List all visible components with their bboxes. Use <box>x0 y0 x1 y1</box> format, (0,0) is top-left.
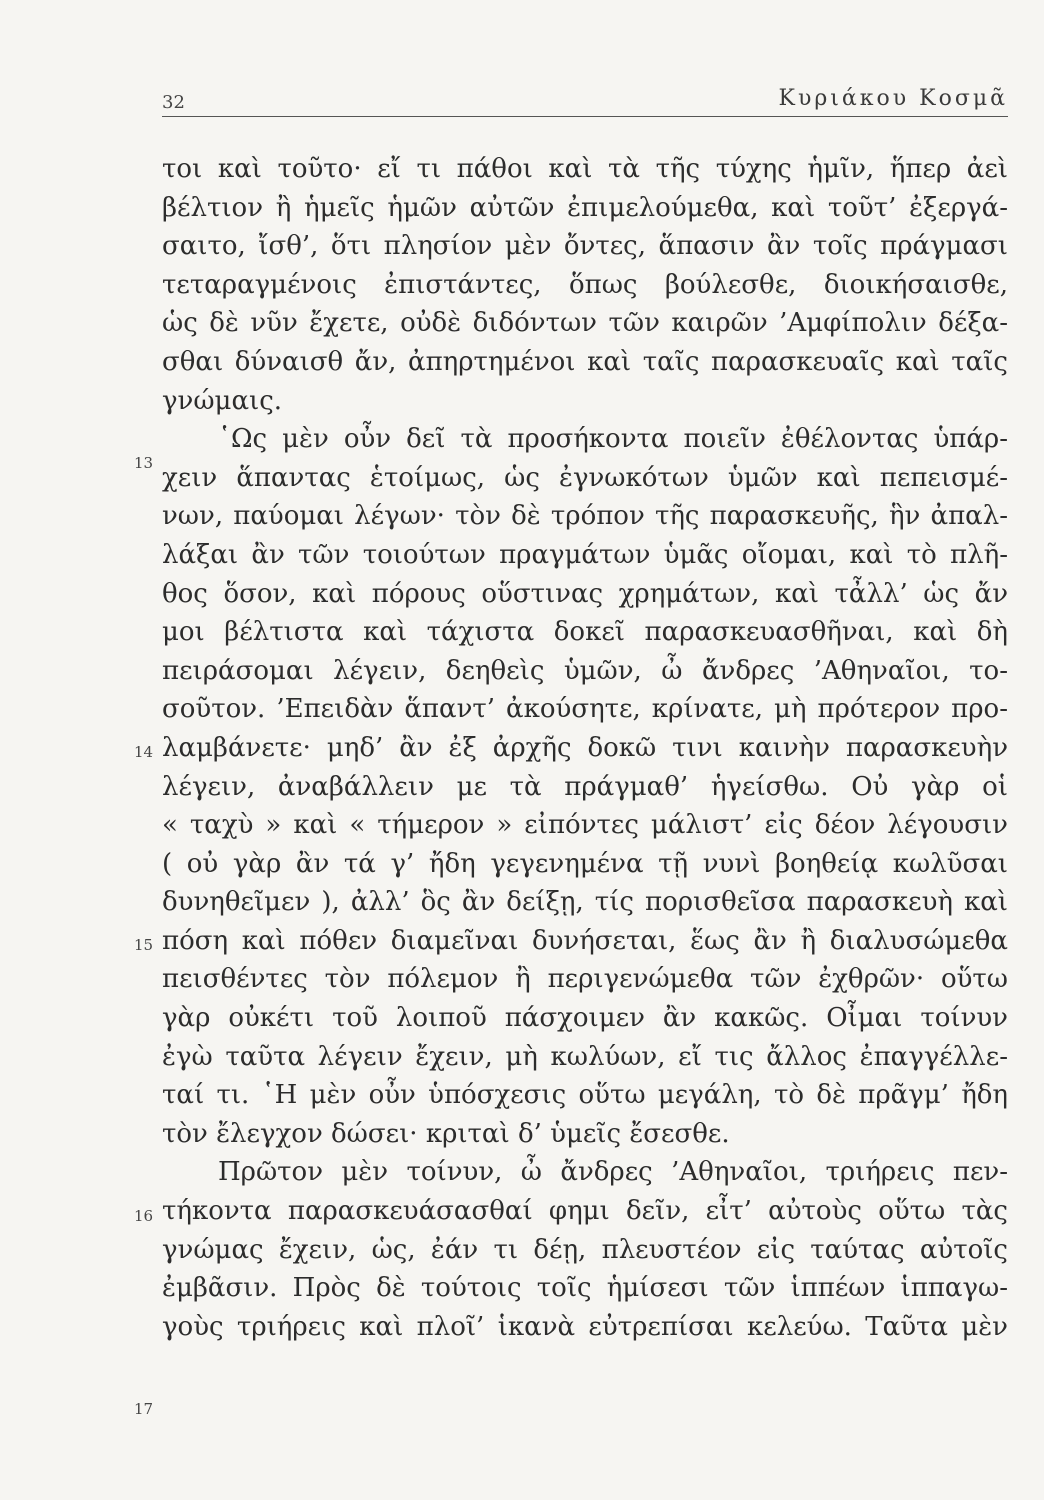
section-number: 13 <box>134 453 154 472</box>
text-line: δυνηθεῖμεν ), ἀλλ’ ὃς ἂν δείξῃ, τίς πορισθεῖσα παρασκευὴ καὶ <box>162 887 1008 918</box>
text-line: « ταχὺ » καὶ « τήμερον » εἰπόντες μάλιστ’ εἰς δέον λέγουσιν <box>162 810 1008 841</box>
text-line: τοι καὶ τοῦτο· εἴ τι πάθοι καὶ τὰ τῆς τύχης ἡμῖν, ἥπερ ἀεὶ <box>162 154 1008 184</box>
text-line: πεισθέντες τὸν πόλεμον ἢ περιγενώμεθα τῶν ἐχθρῶν· οὕτω <box>162 964 1008 995</box>
text-line: χειν ἅπαντας ἑτοίμως, ὡς ἐγνωκότων ὑμῶν καὶ πεπεισμέ- <box>162 462 1008 493</box>
text-line: πόση καὶ πόθεν διαμεῖναι δυνήσεται, ἕως ἂν ἢ διαλυσώμεθα <box>162 925 1008 956</box>
text-line: ἐμβᾶσιν. Πρὸς δὲ τούτοις τοῖς ἡμίσεσι τῶν ἱππέων ἱππαγω- <box>162 1273 1008 1304</box>
page-number: 32 <box>162 92 185 113</box>
running-head: Κυριάκου Κοσμᾶ <box>778 86 1008 111</box>
text-line: λαμβάνετε· μηδ’ ἂν ἐξ ἀρχῆς δοκῶ τινι καινὴν παρασκευὴν <box>162 732 1008 763</box>
text-line: σοῦτον. ’Επειδὰν ἅπαντ’ ἀκούσητε, κρίνατε, μὴ πρότερον προ- <box>162 694 1008 725</box>
text-line: τὸν ἔλεγχον δώσει· κριταὶ δ’ ὑμεῖς ἔσεσθε. <box>162 1118 730 1149</box>
text-line: πειράσομαι λέγειν, δεηθεὶς ὑμῶν, ὦ ἄνδρες ’Αθηναῖοι, το- <box>162 655 1008 686</box>
text-line: τήκοντα παρασκευάσασθαί φημι δεῖν, εἶτ’ αὐτοὺς οὕτω τὰς <box>162 1196 1008 1227</box>
text-line: σαιτο, ἴσθ’, ὅτι πλησίον μὲν ὄντες, ἅπασιν ἂν τοῖς πράγμασι <box>162 231 1008 262</box>
text-line: γοὺς τριήρεις καὶ πλοῖ’ ἱκανὰ εὐτρεπίσαι κελεύω. Ταῦτα μὲν <box>162 1311 1008 1342</box>
text-line: γνώμας ἔχειν, ὡς, ἐάν τι δέῃ, πλευστέον εἰς ταύτας αὐτοῖς <box>162 1234 1008 1265</box>
text-line: ἐγὼ ταῦτα λέγειν ἔχειν, μὴ κωλύων, εἴ τις ἄλλος ἐπαγγέλλε- <box>162 1041 1008 1072</box>
text-line: ( οὐ γὰρ ἂν τά γ’ ἤδη γεγενημένα τῇ νυνὶ βοηθείᾳ κωλῦσαι <box>162 848 1008 879</box>
text-line: Πρῶτον μὲν τοίνυν, ὦ ἄνδρες ’Αθηναῖοι, τριήρεις πεν- <box>218 1157 1008 1188</box>
section-number: 15 <box>134 936 154 955</box>
header-rule <box>162 116 1008 117</box>
text-line: ταί τι. ῾Η μὲν οὖν ὑπόσχεσις οὕτω μεγάλη, τὸ δὲ πρᾶγμ’ ἤδη <box>162 1080 1008 1111</box>
text-line: ὡς δὲ νῦν ἔχετε, οὐδὲ διδόντων τῶν καιρῶν ’Αμφίπολιν δέξα- <box>162 308 1008 339</box>
section-number: 17 <box>134 1399 154 1418</box>
text-line: γνώμαις. <box>162 385 283 416</box>
text-line: μοι βέλτιστα καὶ τάχιστα δοκεῖ παρασκευασθῆναι, καὶ δὴ <box>162 617 1008 648</box>
text-line: λέγειν, ἀναβάλλειν με τὰ πράγμαθ’ ἡγείσθω. Οὐ γὰρ οἱ <box>162 771 1008 802</box>
text-line: ῾Ως μὲν οὖν δεῖ τὰ προσήκοντα ποιεῖν ἐθέλοντας ὑπάρ- <box>218 424 1008 455</box>
text-line: βέλτιον ἢ ἡμεῖς ἡμῶν αὐτῶν ἐπιμελούμεθα, καὶ τοῦτ’ ἐξεργά- <box>162 192 1008 223</box>
text-line: θος ὅσον, καὶ πόρους οὕστινας χρημάτων, καὶ τἆλλ’ ὡς ἄν <box>162 578 1008 609</box>
section-number: 16 <box>134 1206 154 1225</box>
text-line: νων, παύομαι λέγων· τὸν δὲ τρόπον τῆς παρασκευῆς, ἣν ἀπαλ- <box>162 501 1008 532</box>
text-line: γὰρ οὐκέτι τοῦ λοιποῦ πάσχοιμεν ἂν κακῶς. Οἶμαι τοίνυν <box>162 1003 1008 1034</box>
section-number: 14 <box>134 743 154 762</box>
page-header <box>162 80 1008 116</box>
text-line: τεταραγμένοις ἐπιστάντες, ὅπως βούλεσθε, διοικήσαισθε, <box>162 269 1008 300</box>
text-line: λάξαι ἂν τῶν τοιούτων πραγμάτων ὑμᾶς οἴομαι, καὶ τὸ πλῆ- <box>162 539 1008 570</box>
text-line: σθαι δύναισθ ἄν, ἀπηρτημένοι καὶ ταῖς παρασκευαῖς καὶ ταῖς <box>162 346 1008 377</box>
body-text <box>162 150 1008 1346</box>
